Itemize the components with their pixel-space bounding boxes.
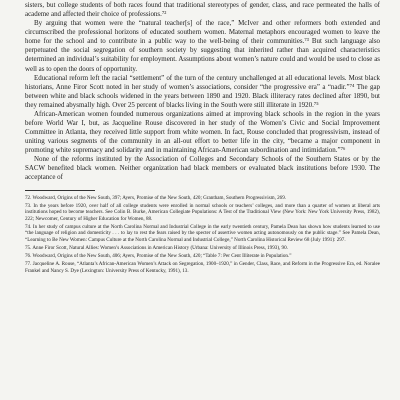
footnote: 75. Anne Firor Scott, Natural Allies: Women’s Associations in American History (Urbana: University of Illinois Press, 1993), 90. [25,244,288,251]
footnotes [25,195,380,275]
footnote: 74. In her study of campus culture at the North Carolina Normal and Industrial College in the early twentieth century, Pamela Dean has shown how students learned to use “the language of religion and domesticity . . . to lay to rest the fears raised by the specter of assertive women acting autonomously on the public stage.” See Pamela Dean, “Learning to Be New Women: Campus Culture at the North Carolina Normal and Industrial College,” North Carolina Historical Review 68 (July 1991): 297. [25,223,380,243]
body-paragraph: sisters, but college students of both races found that traditional stereotypes of gender, class, and race permeated the halls of academe and affected their choice of professions.⁷² [25,1,380,19]
body-paragraph: By arguing that women were the “natural teacher[s] of the race,” McIver and other reformers both extended and circumscribed the professional horizons of educated southern women. Maternal metaphors encouraged women to leave the home for the school and to contribute in a public way to the well-being of their communities.⁷³ But such language also perpetuated the social segregation of southern society by suggesting that inherited rather than acquired characteristics determined an individual’s suitability for employment. Assumptions about women’s nature could and would be used to close as well as to open the doors of opportunity. [25,19,380,73]
body-paragraph: Educational reform left the racial “settlement” of the turn of the century unchallenged at all educational levels. Most black historians, Anne Firor Scott noted in her study of women’s associations, consider “the progressive era” a “nadir.”⁷⁴ The gap between white and black schools widened in the years between 1890 and 1920. Black illiteracy rates declined after 1890, but they remained abysmally high. Over 25 percent of blacks living in the South were still illiterate in 1920.⁷⁵ [25,73,380,109]
footnote: 73. In the years before 1920, over half of all college students were enrolled in normal schools or teachers’ colleges, and more than a quarter of women at liberal arts institutions hoped to become teachers. See Colin B. Burke, American Collegiate Populations: A Test of the Traditional View (New York: New York University Press, 1982), 222; Newcomer, Century of Higher Education for Women, 88. [25,202,380,222]
footnote: 76. Woodward, Origins of the New South, 406; Ayers, Promise of the New South, 420; “Table 7: Per Cent Illiterate in Population.” [25,252,292,259]
body-paragraph: None of the reforms instituted by the Association of Colleges and Secondary Schools of the Southern States or by the SACW benefited black women. Neither organization had black members or evaluated black institutions before 1930. The acceptance of [25,155,380,182]
footnote: 77. Jacqueline A. Rouse, “Atlanta’s African-American Women’s Attack on Segregation, 1900–1920,” in Gender, Class, Race, and Reform in the Progressive Era, ed. Noralee Frankel and Nancy S. Dye (Lexington: University Press of Kentucky, 1991), 13. [25,260,380,274]
body-paragraph: African-American women founded numerous organizations aimed at improving black schools in the region in the years before World War I, but, as Jacqueline Rouse discovered in her study of the Women’s Civic and Social Improvement Committee in Atlanta, they received little support from white women. In fact, Rouse concluded that progressivism, instead of uniting various segments of the community in an all-out effort to better life in the city, “became a major component in promoting white supremacy and solidarity and in maintaining African-American subordination and intimidation.”⁷⁶ [25,109,380,155]
body-text [25,1,380,183]
footnote: 72. Woodward, Origins of the New South, 397; Ayers, Promise of the New South, 420; Grantham, Southern Progressivism, 269. [25,194,287,201]
footnote-separator [25,190,95,191]
